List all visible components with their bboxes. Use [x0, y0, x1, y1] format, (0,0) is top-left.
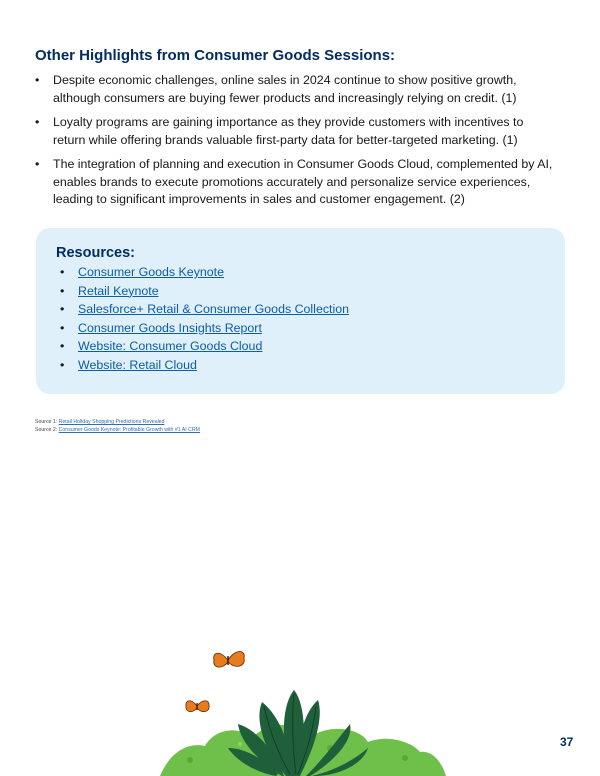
bullet-icon: •	[35, 73, 40, 87]
source-link[interactable]: Consumer Goods Keynote: Profitable Growth with #1 AI CRM	[58, 426, 200, 433]
resources-title: Resources:	[56, 245, 135, 261]
source-label: Source 1:	[35, 419, 58, 425]
bullet-icon: •	[60, 339, 65, 354]
link-retail-cloud[interactable]: Website: Retail Cloud	[78, 357, 197, 372]
list-item-text: The integration of planning and execution in Consumer Goods Cloud, complemented by AI, enables brands to execute promotions accurately and personalize service experiences, leading to significant improvements in sales and customer engagement. (2)	[53, 157, 553, 206]
list-item-text: Loyalty programs are gaining importance as they provide customers with incentives to return while offering brands valuable first-party data for better-targeted marketing. (1)	[53, 115, 524, 147]
bullet-icon: •	[35, 157, 40, 171]
source-label: Source 2:	[35, 426, 58, 433]
bullet-icon: •	[60, 265, 65, 279]
bullet-icon: •	[60, 320, 65, 335]
link-salesforce-plus-collection[interactable]: Salesforce+ Retail & Consumer Goods Collection	[78, 302, 350, 317]
page-number: 37	[560, 735, 574, 749]
list-item-text: Despite economic challenges, online sales in 2024 continue to show positive growth, although consumers are buying fewer products and increasingly relying on credit. (1)	[53, 73, 517, 105]
source-link[interactable]: Retail Holiday Shopping Predictions Revealed	[58, 419, 165, 425]
link-retail-keynote[interactable]: Retail Keynote	[78, 283, 159, 298]
link-consumer-goods-keynote[interactable]: Consumer Goods Keynote	[78, 265, 225, 279]
bullet-icon: •	[60, 302, 65, 317]
bullet-icon: •	[60, 283, 65, 298]
plant-leaves-icon	[228, 690, 368, 776]
butterfly-icon	[186, 701, 209, 712]
section-heading: Other Highlights from Consumer Goods Sessions:	[35, 47, 396, 64]
link-consumer-goods-cloud[interactable]: Website: Consumer Goods Cloud	[78, 339, 263, 354]
link-insights-report[interactable]: Consumer Goods Insights Report	[78, 320, 262, 335]
butterfly-icon	[214, 652, 245, 668]
bullet-icon: •	[60, 357, 65, 372]
bullet-icon: •	[35, 115, 40, 129]
